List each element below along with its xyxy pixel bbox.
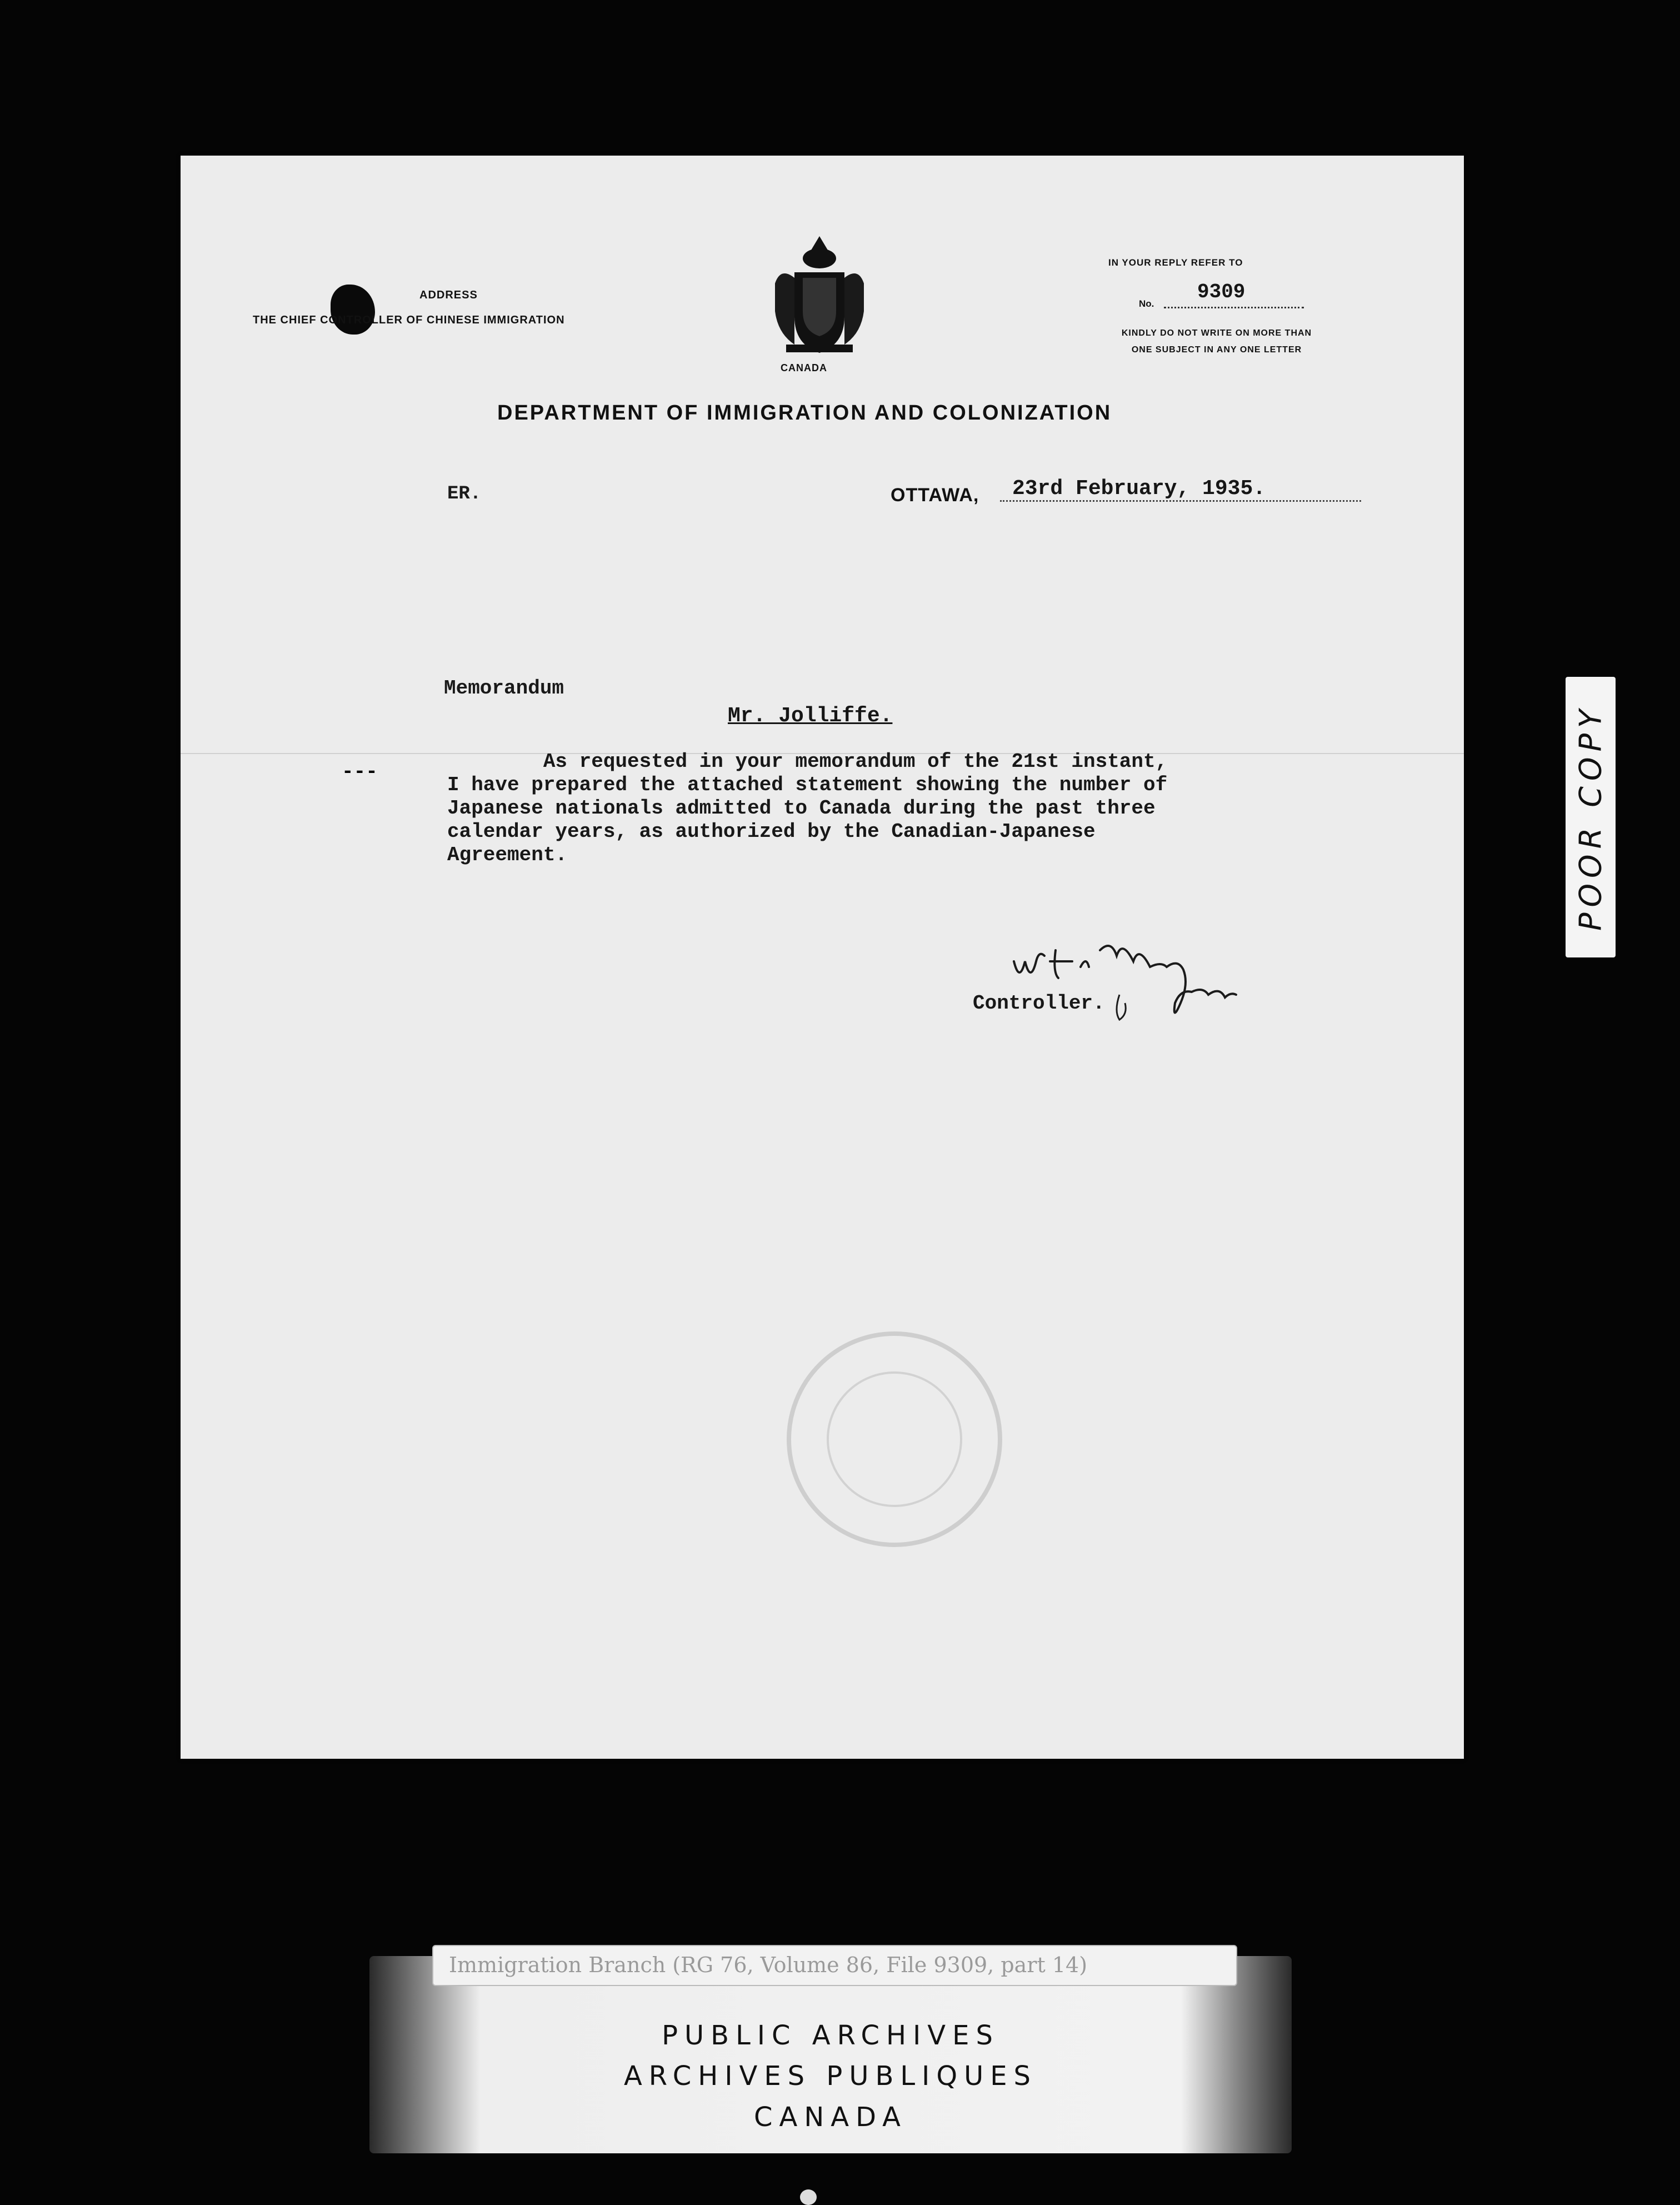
address-line: THE CHIEF CONTROLLER OF CHINESE IMMIGRATION xyxy=(253,314,565,326)
archive-line-3: CANADA xyxy=(753,2102,908,2133)
place: OTTAWA, xyxy=(891,485,979,506)
poor-copy-label xyxy=(1566,677,1616,957)
kindly-note xyxy=(1106,325,1328,358)
coat-of-arms-icon xyxy=(764,233,875,361)
film-mark xyxy=(800,2189,817,2205)
initials: ER. xyxy=(447,483,482,505)
date-underline xyxy=(1000,500,1361,502)
addressee: Mr. Jolliffe. xyxy=(728,704,893,728)
reply-refer-label: IN YOUR REPLY REFER TO xyxy=(1108,257,1243,268)
file-number: 9309 xyxy=(1197,281,1246,303)
margin-mark: --- xyxy=(342,760,378,783)
document-page xyxy=(181,156,1464,1759)
department-title: DEPARTMENT OF IMMIGRATION AND COLONIZATION xyxy=(497,401,1112,425)
signatory-title: Controller. xyxy=(973,992,1105,1015)
number-label: No. xyxy=(1139,298,1154,309)
poor-copy-text: POOR COPY xyxy=(1573,704,1608,931)
archive-line-2: ARCHIVES PUBLIQUES xyxy=(623,2061,1038,2092)
source-strip-text: Immigration Branch (RG 76, Volume 86, File 9309, part 14) xyxy=(449,1953,1088,1977)
memo-body: As requested in your memorandum of the 21st instant, I have prepared the attached statement showing the number of Japanese nationals admitted to Canada during the past three calendar years, as authorized by the Canadian-Japanese Agreement. xyxy=(447,750,1168,866)
kindly-line-1: KINDLY DO NOT WRITE ON MORE THAN xyxy=(1121,328,1312,338)
address-label: ADDRESS xyxy=(419,289,478,301)
number-underline xyxy=(1164,307,1304,308)
memo-type: Memorandum xyxy=(444,677,564,700)
source-strip xyxy=(432,1945,1237,1986)
faded-stamp-icon xyxy=(778,1323,1011,1556)
ink-blot xyxy=(331,285,375,335)
kindly-line-2: ONE SUBJECT IN ANY ONE LETTER xyxy=(1131,345,1302,355)
crest-label: CANADA xyxy=(781,362,827,373)
archive-line-1: PUBLIC ARCHIVES xyxy=(662,2020,999,2051)
memo-date: 23rd February, 1935. xyxy=(1012,477,1266,501)
